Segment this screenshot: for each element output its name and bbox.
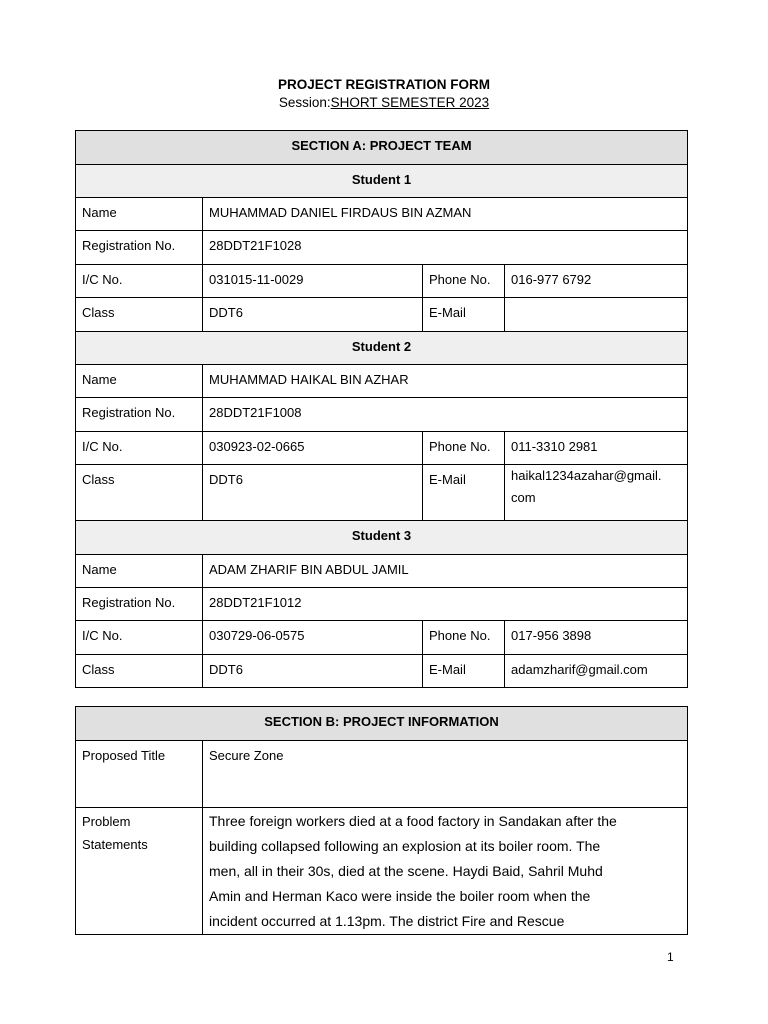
- session-label: Session:: [278, 95, 331, 110]
- student-3-reg: 28DDT21F1012: [203, 588, 688, 621]
- section-b-table: [75, 706, 688, 935]
- email-label: E-Mail: [423, 298, 505, 332]
- reg-label: Registration No.: [76, 231, 203, 265]
- form-title: PROJECT REGISTRATION FORM: [277, 77, 490, 92]
- student-1-email: [505, 298, 688, 332]
- problem-statements-text: [203, 808, 688, 935]
- session-value: SHORT SEMESTER 2023: [330, 95, 490, 110]
- problem-line: Three foreign workers died at a food factory in Sandakan after the: [209, 813, 617, 829]
- reg-label: Registration No.: [76, 398, 203, 432]
- problem-line: building collapsed following an explosion at its boiler room. The: [209, 838, 601, 854]
- phone-label: Phone No.: [423, 432, 505, 465]
- problem-line: incident occurred at 1.13pm. The district Fire and Rescue: [209, 913, 565, 929]
- student-2-class: DDT6: [203, 465, 423, 521]
- ic-label: I/C No.: [76, 432, 203, 465]
- student-1-heading: Student 1: [76, 165, 688, 198]
- problem-label-line2: Statements: [82, 837, 148, 852]
- student-2-email: [505, 465, 688, 521]
- student-3-ic: 030729-06-0575: [203, 621, 423, 655]
- section-a-heading: SECTION A: PROJECT TEAM: [76, 131, 688, 165]
- problem-line: Amin and Herman Kaco were inside the boiler room when the: [209, 888, 591, 904]
- class-label: Class: [76, 298, 203, 332]
- student-3-heading: Student 3: [76, 521, 688, 555]
- student-2-phone: 011-3310 2981: [505, 432, 688, 465]
- student-2-ic: 030923-02-0665: [203, 432, 423, 465]
- phone-label: Phone No.: [423, 265, 505, 298]
- email-label: E-Mail: [423, 465, 505, 521]
- student-1-reg: 28DDT21F1028: [203, 231, 688, 265]
- section-a-table: [75, 130, 688, 688]
- student-2-email-line2: com: [511, 490, 536, 505]
- student-3-email: adamzharif@gmail.com: [505, 655, 688, 688]
- student-2-heading: Student 2: [76, 332, 688, 365]
- class-label: Class: [76, 655, 203, 688]
- name-label: Name: [76, 198, 203, 231]
- session-line: [0, 95, 768, 110]
- problem-label-line1: Problem: [82, 814, 131, 829]
- student-2-name: MUHAMMAD HAIKAL BIN AZHAR: [203, 365, 688, 398]
- student-1-class: DDT6: [203, 298, 423, 332]
- student-2-email-line1: haikal1234azahar@gmail.: [511, 468, 662, 483]
- student-3-name: ADAM ZHARIF BIN ABDUL JAMIL: [203, 555, 688, 588]
- student-1-name: MUHAMMAD DANIEL FIRDAUS BIN AZMAN: [203, 198, 688, 231]
- page-number: 1: [667, 950, 674, 964]
- class-label: Class: [76, 465, 203, 521]
- proposed-title-label: Proposed Title: [76, 741, 203, 808]
- reg-label: Registration No.: [76, 588, 203, 621]
- name-label: Name: [76, 365, 203, 398]
- email-label: E-Mail: [423, 655, 505, 688]
- phone-label: Phone No.: [423, 621, 505, 655]
- ic-label: I/C No.: [76, 621, 203, 655]
- problem-statements-label: [76, 808, 203, 935]
- name-label: Name: [76, 555, 203, 588]
- problem-line: men, all in their 30s, died at the scene. Haydi Baid, Sahril Muhd: [209, 863, 603, 879]
- student-3-phone: 017-956 3898: [505, 621, 688, 655]
- student-1-ic: 031015-11-0029: [203, 265, 423, 298]
- section-b-heading: SECTION B: PROJECT INFORMATION: [76, 707, 688, 741]
- ic-label: I/C No.: [76, 265, 203, 298]
- proposed-title-value: Secure Zone: [203, 741, 688, 808]
- student-2-reg: 28DDT21F1008: [203, 398, 688, 432]
- student-1-phone: 016-977 6792: [505, 265, 688, 298]
- student-3-class: DDT6: [203, 655, 423, 688]
